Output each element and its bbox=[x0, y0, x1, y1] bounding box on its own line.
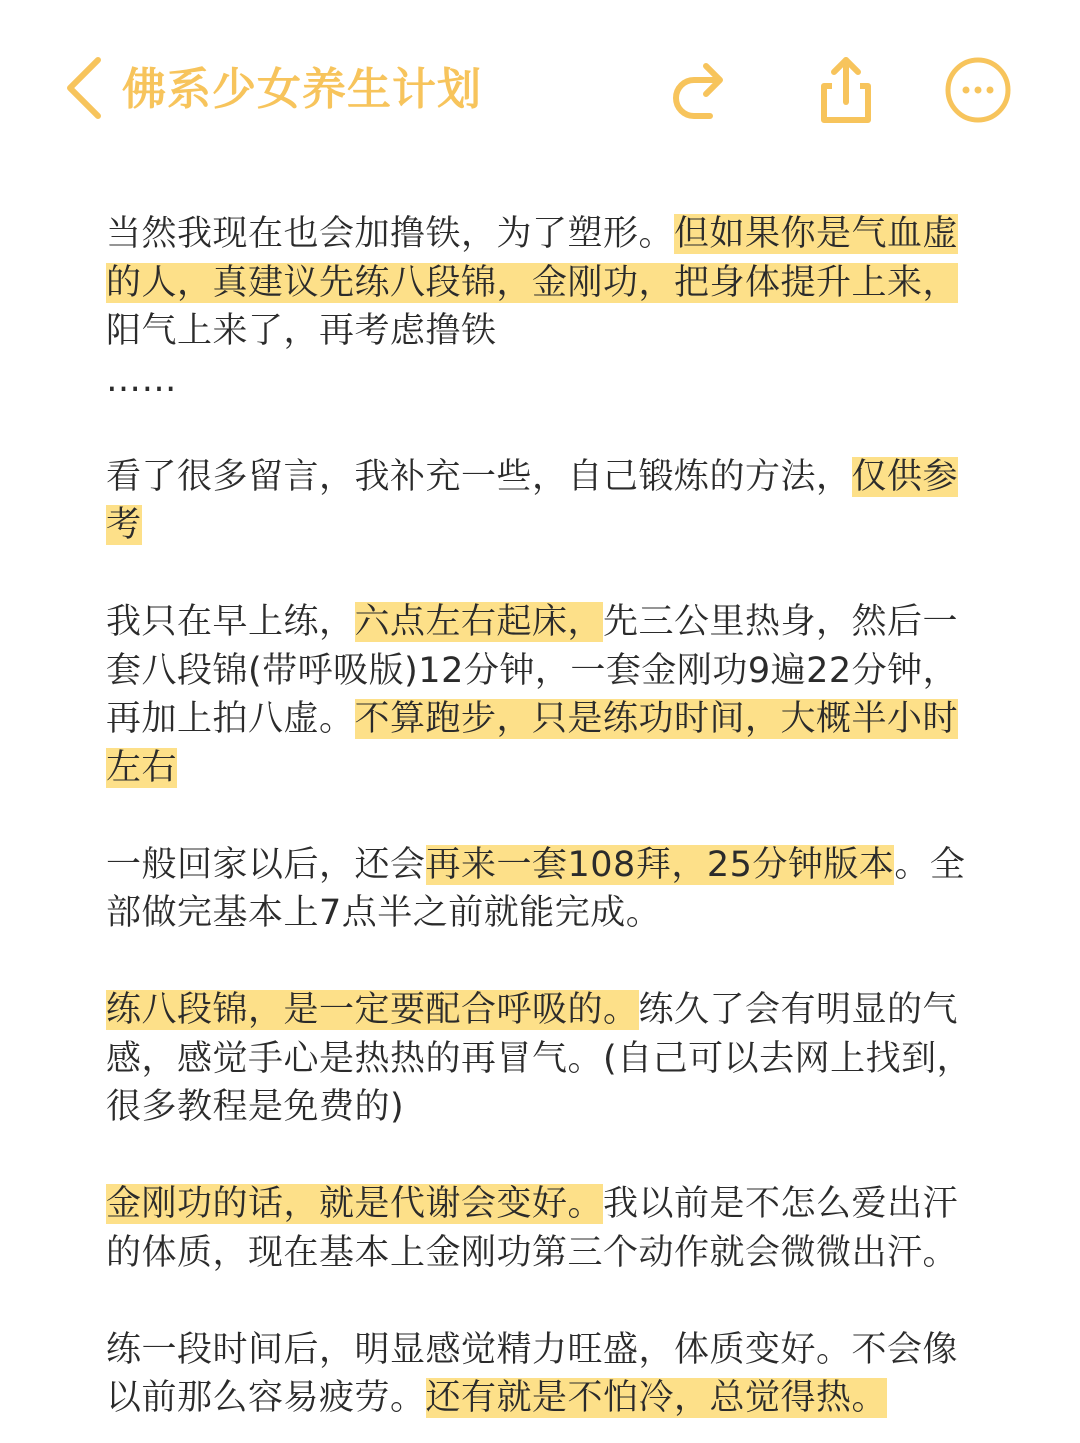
highlighted-text: 还有就是不怕冷，总觉得热。 bbox=[425, 1378, 888, 1418]
page-title: 佛系少女养生计划 bbox=[122, 64, 482, 115]
chevron-left-icon bbox=[58, 54, 110, 122]
top-bar bbox=[0, 0, 1080, 180]
note-body bbox=[106, 210, 986, 1423]
paragraph: 看了很多留言，我补充一些，自己锻炼的方法，仅供参考 bbox=[106, 456, 959, 545]
highlighted-text: 练八段锦，是一定要配合呼吸的。 bbox=[106, 990, 639, 1030]
share-icon bbox=[806, 50, 886, 130]
paragraph: 一般回家以后，还会再来一套108拜，25分钟版本。全部做完基本上7点半之前就能完成。 bbox=[106, 844, 966, 933]
highlighted-text: 再来一套108拜，25分钟版本 bbox=[425, 844, 895, 885]
share-button[interactable] bbox=[806, 50, 886, 130]
paragraph: 我只在早上练，六点左右起床，先三公里热身，然后一套八段锦(带呼吸版)12分钟，一套金刚功9遍22分钟，再加上拍八虚。不算跑步，只是练功时间，大概半小时左右 bbox=[106, 602, 959, 788]
highlighted-text: 但如果你是气血虚的人，真建议先练八段锦，金刚功，把身体提升上来， bbox=[106, 214, 959, 303]
highlighted-text: 六点左右起床， bbox=[354, 602, 604, 642]
highlighted-text: 不算跑步，只是练功时间，大概半小时左右 bbox=[106, 699, 959, 788]
redo-button[interactable] bbox=[660, 50, 740, 130]
paragraph: …… bbox=[106, 359, 177, 400]
more-icon bbox=[938, 50, 1018, 130]
back-button[interactable] bbox=[58, 54, 110, 122]
highlighted-text: 仅供参考 bbox=[106, 456, 959, 545]
paragraph: 练八段锦，是一定要配合呼吸的。练久了会有明显的气感，感觉手心是热热的再冒气。(自己可以去网上找到，很多教程是免费的) bbox=[106, 990, 973, 1127]
redo-icon bbox=[660, 50, 740, 130]
paragraph: 金刚功的话，就是代谢会变好。我以前是不怎么爱出汗的体质，现在基本上金刚功第三个动作就会微微出汗。 bbox=[106, 1184, 959, 1273]
paragraph: 练一段时间后，明显感觉精力旺盛，体质变好。不会像以前那么容易疲劳。还有就是不怕冷，总觉得热。 bbox=[106, 1329, 959, 1418]
paragraph: 当然我现在也会加撸铁，为了塑形。但如果你是气血虚的人，真建议先练八段锦，金刚功，把身体提升上来，阳气上来了，再考虑撸铁 bbox=[106, 214, 959, 351]
more-button[interactable] bbox=[938, 50, 1018, 130]
highlighted-text: 金刚功的话，就是代谢会变好。 bbox=[106, 1184, 604, 1224]
